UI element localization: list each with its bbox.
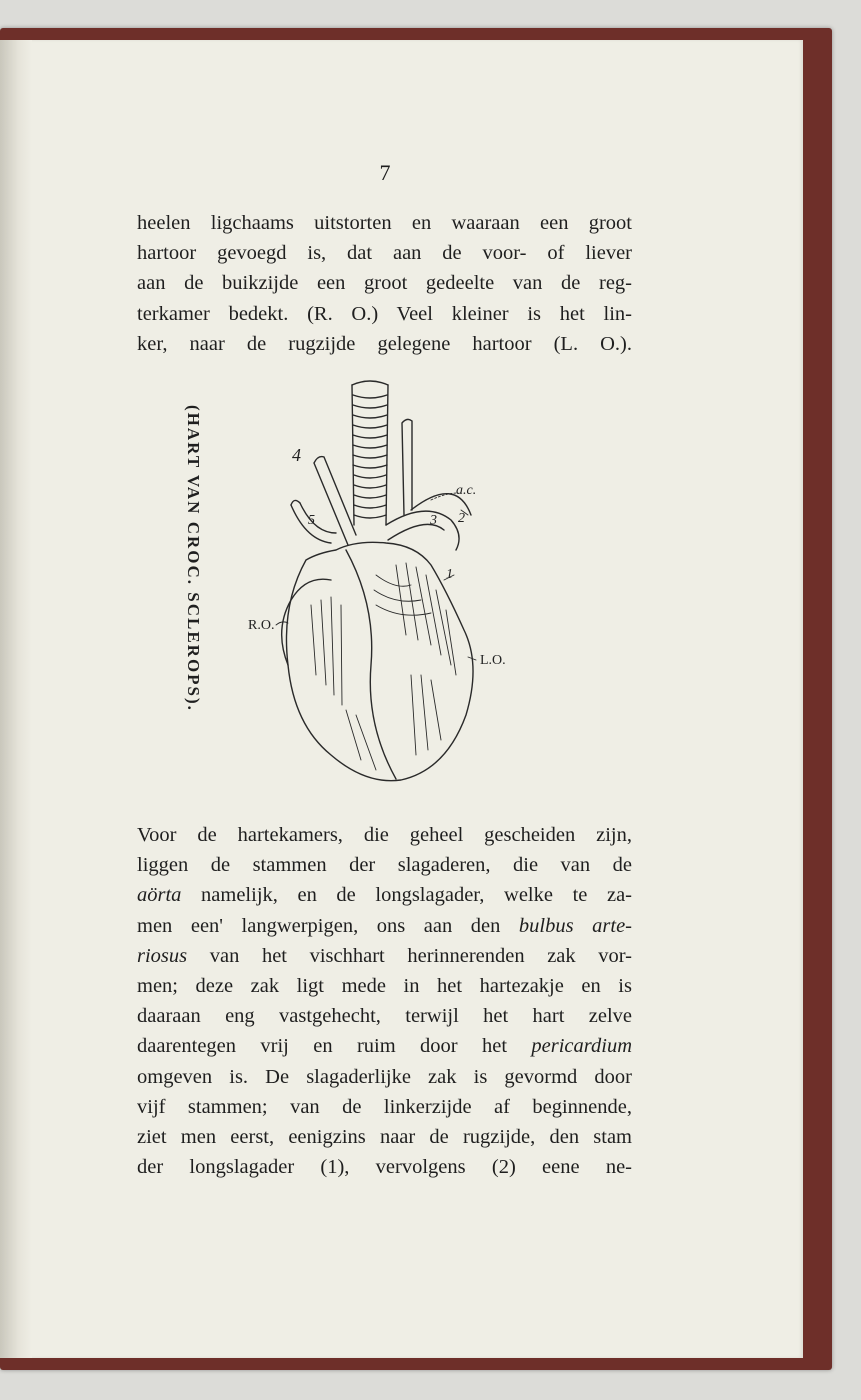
text-line: ziet men eerst, eenigzins naar de rugzijde, den stam [137, 1126, 632, 1149]
label-5: 5 [308, 513, 315, 528]
page-gutter [0, 40, 32, 1358]
text-line: daarentegen vrij en ruim door het pericardium [137, 1035, 632, 1058]
text-line: der longslagader (1), vervolgens (2) eene ne- [137, 1156, 632, 1179]
text-line: heelen ligchaams uitstorten en waaraan een groot [137, 212, 632, 234]
label-3: 3 [430, 513, 437, 528]
text-line: men een' langwerpigen, ons aan den bulbus arte- [137, 914, 632, 937]
text-line: Voor de hartekamers, die geheel gescheiden zijn, [137, 824, 632, 846]
text-line: ker, naar de rugzijde gelegene hartoor (L. O.). [137, 332, 632, 355]
heart-illustration [236, 375, 526, 805]
text-line: daaraan eng vastgehecht, terwijl het hart zelve [137, 1005, 632, 1028]
text-line: aörta namelijk, en de longslagader, welke te za- [137, 884, 632, 907]
text-line: vijf stammen; van de linkerzijde af beginnende, [137, 1095, 632, 1118]
page-number: 7 [379, 160, 391, 185]
label-1: 1 [446, 567, 453, 582]
bottom-paragraph [137, 820, 632, 1182]
figure-caption: (HART VAN CROC. SCLEROPS). [184, 405, 203, 712]
label-4: 4 [292, 445, 301, 465]
label-2: 2 [458, 511, 465, 526]
text-line: aan de buikzijde een groot gedeelte van de reg- [137, 272, 632, 295]
heart-engraving [236, 375, 526, 805]
text-line: terkamer bedekt. (R. O.) Veel kleiner is het lin- [137, 302, 632, 325]
text-line: men; deze zak ligt mede in het hartezakje en is [137, 975, 632, 998]
text-line: riosus van het vischhart herinnerenden zak vor- [137, 944, 632, 967]
text-line: omgeven is. De slagaderlijke zak is gevormd door [137, 1065, 632, 1088]
top-paragraph [137, 208, 632, 359]
text-line: hartoor gevoegd is, dat aan de voor- of liever [137, 242, 632, 265]
label-l-o: L.O. [480, 653, 506, 668]
text-line: liggen de stammen der slagaderen, die van de [137, 854, 632, 877]
label-r-o: R.O. [248, 618, 275, 633]
label-a-c: a.c. [456, 483, 477, 498]
